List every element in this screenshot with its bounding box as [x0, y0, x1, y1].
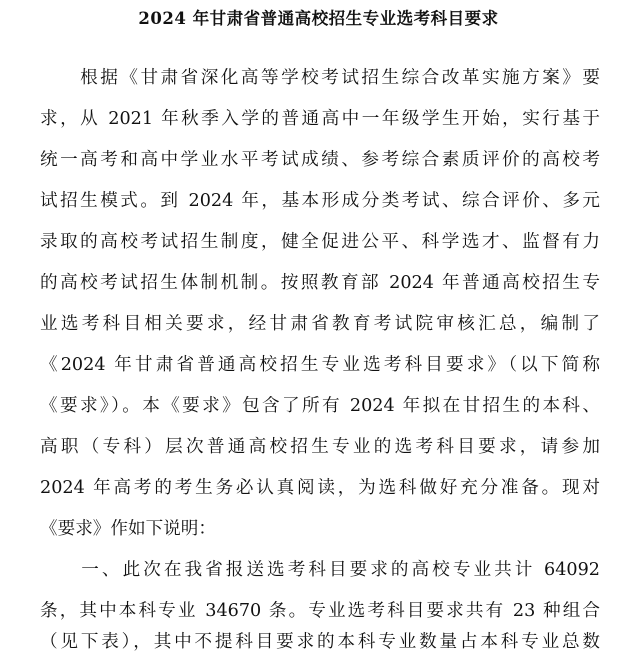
- document-title: 2024 年甘肃省普通高校招生专业选考科目要求: [138, 9, 499, 28]
- text-line: 试招生模式。到 2024 年，基本形成分类考试、综合评价、多元: [40, 191, 600, 211]
- text-line: 条，其中本科专业 34670 条。专业选考科目要求共有 23 种组合: [40, 601, 600, 621]
- text-line: 求，从 2021 年秋季入学的普通高中一年级学生开始，实行基于: [40, 109, 600, 129]
- text-line: 根据《甘肃省深化高等学校考试招生综合改革实施方案》要: [40, 68, 600, 88]
- text-line: 统一高考和高中学业水平考试成绩、参考综合素质评价的高校考: [40, 150, 600, 170]
- text-line: 高职（专科）层次普通高校招生专业的选考科目要求，请参加: [40, 437, 600, 457]
- text-line: 业选考科目相关要求，经甘肃省教育考试院审核汇总，编制了: [40, 314, 600, 334]
- text-line: 《2024 年甘肃省普通高校招生专业选考科目要求》（以下简称: [40, 355, 600, 375]
- text-line: 《要求》作如下说明：: [40, 519, 216, 539]
- text-line: 2024 年高考的考生务必认真阅读，为选科做好充分准备。现对: [40, 478, 600, 498]
- text-line: 一、此次在我省报送选考科目要求的高校专业共计 64092: [40, 560, 600, 580]
- text-line: 《要求》）。本《要求》包含了所有 2024 年拟在甘招生的本科、: [40, 396, 600, 416]
- text-line: （见下表），其中不提科目要求的本科专业数量占本科专业总数: [40, 632, 600, 652]
- text-line: 的高校考试招生体制机制。按照教育部 2024 年普通高校招生专: [40, 273, 600, 293]
- text-line: 录取的高校考试招生制度，健全促进公平、科学选才、监督有力: [40, 232, 600, 252]
